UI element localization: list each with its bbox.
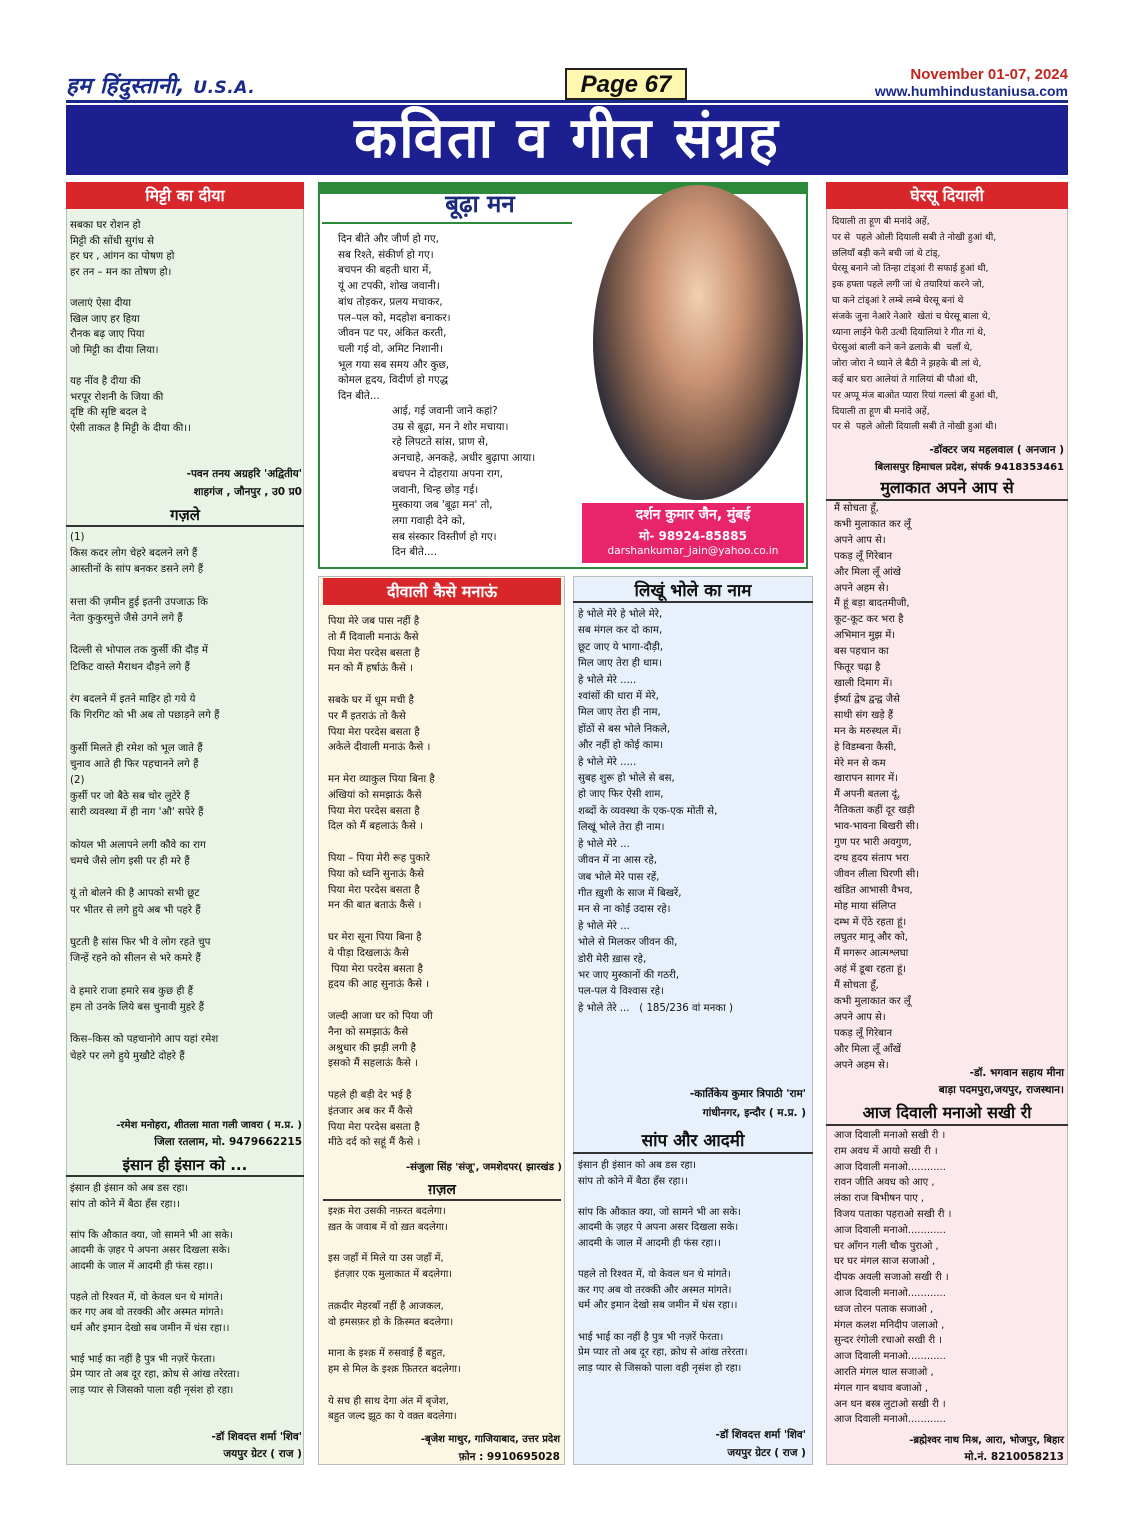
section-banner: कविता व गीत संग्रह <box>66 105 1068 175</box>
author-shivdatt-1: -डॉ शिवदत्त शर्मा 'शिव' <box>211 1431 302 1443</box>
poem-title-ghersu: घेरसू दियाली <box>826 182 1068 209</box>
author-darshan-name: दर्शन कुमार जैन, मुंबई <box>635 507 751 523</box>
author-pawan-place: शाहगंज , जौनपुर , उ0 प्र0 <box>193 486 302 498</box>
poem-ghersu: दियाली ता हूण बी मनांदे अहें, पर से पहले ओली दियाली सबी ते नोखी हुआं थी, छलियाँ बड़ी कने बची जां थे टांड्, घेरसू बनाने जो तिन्हा टांड्आं री सफाई हुआं थी, इक हफ्ता पहले लगी जां थे तयारियां करने जो, घा कने टांड्आं रे लम्बे लम्बे घेरसू बनां थे संजके जुना नेआरे नेआरे खेतां च घेरसू बाला थे, ध्याना लाईने फेरी उत्थी दियालियां रे गीत गां थे, घेरसुआं बाली कने कने ढलाके बी चलाँ थे, जोरा जोरा ने ध्याने ले बैठी ने झ़हके बी लां थे, कई बार घरा आलेयां ते गालियां बी पौआं थी, पर अप्पू मंज बाओत प्यारा रियां गल्लां बी हुआं थी, दियाली ता हूण बी मनांदे अहें, पर से पहले ओली दियाली सबी ते नोखी हुआं थी। <box>832 216 999 433</box>
issue-date: November 01-07, 2024 <box>910 66 1068 83</box>
poem-title-gazle: गज़ले <box>66 505 304 527</box>
poem-saanp: इंसान ही इंसान को अब डस रहा। सांप तो कोने में बैठा हँस रहा।। सांप कि औकात क्या, जो सामने भी आ सके। आदमी के ज़हर पे अपना असर दिखला सके। आदमी के जाल में आदमी ही फंस रहा।। पहले तो रिश्वत में, वो केवल धन थे मांगते। कर गए अब वो तरक्की और अस्मत मांगते। धर्म और इमान देखो सब जमीन में धंस रहा।। भाई भाई का नहीं है पुत्र भी नज़रें फेरता। प्रेम प्यार तो अब दूर रहा, क्रोध से आंख तरेरता। लाड़ प्यार से जिसको पाला वही नृसंश हो रहा। <box>578 1160 748 1374</box>
poem-mitti-ka-diya: सबका घर रोशन हो मिट्टी की सोंधी सुगंध से हर घर , आंगन का पोषण हो हर तन – मन का तोषण हो। जलाएं ऐसा दीया खिल जाए हर हिया रौनक बढ़ जाए पिया जो मिट्टी का दीया लिया। यह नींव है दीया की भरपूर रोशनी के जिया की दृष्टि की सृष्टि बदल दे ऐसी ताकत है मिट्टी के दीया की।। <box>70 220 192 434</box>
page-number: Page 67 <box>565 68 687 100</box>
poem-title-gazal: ग़ज़ल <box>323 1181 561 1201</box>
author-shivdatt-2: -डॉ शिवदत्त शर्मा 'शिव' <box>715 1429 806 1441</box>
author-brijesh-phone: फ़ोन : 9910695028 <box>458 1451 560 1463</box>
author-jai-place: बिलासपुर हिमाचल प्रदेश, संपर्क 9418353461 <box>874 462 1064 473</box>
poem-diwali-kaise: पिया मेरे जब पास नहीं है तो मैं दिवाली मनाऊं कैसे पिया मेरा परदेस बसता है मन को मैं हर्षाऊं कैसे । सबके घर में धूम मची है पर मैं इतराऊं तो कैसे पिया मेरा परदेस बसता है अकेले दीवाली मनाऊं कैसे । मन मेरा व्याकुल पिया बिना है अंखियां को समझाऊं कैसे पिया मेरा परदेस बसता है दिल को मैं बहलाऊं कैसे । पिया – पिया मेरी रूह पुकारे पिया को ध्वनि सुनाऊं कैसे पिया मेरा परदेस बसता है मन की बात बताऊं कैसे । घर मेरा सूना पिया बिना है ये पीड़ा दिखलाऊं कैसे पिया मेरा परदेस बसता है हृदय की आह सुनाऊं कैसे । जल्दी आजा घर को पिया जी नैना को समझाऊं कैसे अश्रुधार की झड़ी लगी है इसको मैं सहलाऊं कैसे । पहले ही बड़ी देर भई है इंतजार अब कर मैं कैसे पिया मेरा परदेस बसता है मीठे दर्द को सहूं मैं कैसे । <box>328 616 435 1149</box>
website-link[interactable]: www.humhindustaniusa.com <box>874 83 1068 99</box>
feature-title-rule <box>322 222 572 224</box>
poem-mulakat: मैं सोचता हूँ, कभी मुलाकात कर लूँ अपने आप से। पकड़ लूँ गिरेबान और मिला लूँ आंखे अपने अहम से। मैं हूं बड़ा बादतमीजी, कूट-कूट कर भरा है अभिमान मुझ में। बस पहचान का फितूर चढ़ा है खाली दिमाग में। ईर्ष्या द्वेष द्वन्द्व जैसे साथी संग खड़े हैं मन के मरुस्थल में। हे विडम्बना कैसी, मेरे मन से कम खारापन सागर में। मैं अपनी बतला दूं, नैतिकता कहीं दूर खड़ी भाव-भावना बिखरी सी। गुण पर भारी अवगुण, दग्ध हृदय संताप भरा जीवन लीला घिरणी सी। खंडित आभासी वैभव, मोह माया संलिप्त दम्भ में ऐंठे रहता हूं। लघुतर मानू और को, मैं मगरूर आत्मश्लघा अहं में डूबा रहता हूं। मैं सोचता हूँ, कभी मुलाकात कर लूँ अपने आप से। पकड़ लूँ गिरेबान और मिला लूँ आँखें अपने अहम से। <box>834 503 919 1071</box>
poem-title-insan: इंसान ही इंसान को ... <box>66 1155 304 1177</box>
poem-insan: इंसान ही इंसान को अब डस रहा। सांप तो कोने में बैठा हँस रहा।। सांप कि औकात क्या, जो सामने भी आ सके। आदमी के ज़हर पे अपना असर दिखला सके। आदमी के जाल में आदमी ही फंस रहा।। पहले तो रिश्वत में, वो केवल धन थे मांगते। कर गए अब वो तरक्की और अस्मत मांगते। धर्म और इमान देखो सब जमीन में धंस रहा।। भाई भाई का नहीं है पुत्र भी नज़रें फेरता। प्रेम प्यार तो अब दूर रहा, क्रोध से आंख तरेरता। लाड़ प्यार से जिसको पाला वही नृसंश हो रहा। <box>70 1183 240 1396</box>
poem-title-mitti-ka-diya: मिट्टी का दीया <box>66 182 304 209</box>
masthead <box>66 70 255 100</box>
author-bhagwan-place: बाड़ा पदमपुरा,जयपुर, राजस्थान। <box>938 1084 1064 1096</box>
author-kartikey: -कार्तिकेय कुमार त्रिपाठी 'राम' <box>689 1088 806 1100</box>
poem-title-saanp: सांप और आदमी <box>573 1130 813 1154</box>
header-rule <box>66 100 1068 103</box>
author-jai: -डॉक्टर जय महलवाल ( अनजान ) <box>929 444 1064 456</box>
author-sanjula: -संजुला सिंह 'संजू', जमशेदपर( झारखंड ) <box>405 1162 562 1173</box>
author-brahmeshwar-phone: मो.नं. 8210058213 <box>964 1451 1064 1463</box>
poem-title-budha-man: बूढ़ा मन <box>445 190 515 218</box>
poem-budha-man-part1: दिन बीते और जीर्ण हो गए, सब रिश्ते, संकीर्ण हो गए। बचपन की बहती धारा में, यूं आ टपकी, शोख जवानी। बांध तोड़कर, प्रलय मचाकर, पल–पल को, मदहोश बनाकर। जीवन पट पर, अंकित करती, चली गई वो, अमिट निशानी। भूल गया सब समय और कुछ, कोमल हृदय, विदीर्ण हो गएद्ध दिन बीते... <box>338 233 451 403</box>
masthead-usa: U.S.A. <box>193 78 256 98</box>
author-bhagwan: -डॉ. भगवान सहाय मीना <box>969 1067 1064 1079</box>
poem-gazle: (1) किस कदर लोग चेहरे बदलने लगे हैं आस्तीनों के सांप बनकर डसने लगे हैं सत्ता की ज़मीन हुई इतनी उपजाऊ कि नेता कुकुरमुत्ते जैसे उगने लगे हैं दिल्ली से भोपाल तक कुर्सी की दौड़ में टिकिट वास्ते मैराथन दौड़ने लगे हैं रंग बदलने में इतने माहिर हो गये ये कि गिरगिट को भी अब तो पछाड़ने लगे हैं कुर्सी मिलते ही रमेश को भूल जाते हैं चुनाव आते ही फिर पहचानने लगे हैं (2) कुर्सी पर जो बैठे सब चोर लुटेरे हैं सारी व्यवस्था में ही नाग 'औ' सपेरे हैं कोयल भी अलापने लगी कौवे का राग चमचे जैसे लोग इसी पर ही मरे हैं यूं तो बोलने की है आपको सभी छूट पर भीतर से लगे हुये अब भी पहरे हैं घुटती है सांस फिर भी वे लोग रहते चुप जिन्हें रहने को सीलन से भरे कमरे हैं वे हमारे राजा हमारे सब कुछ ही हैं हम तो उनके लिये बस चुनावी मुहरे हैं किस–किस को पहचानोगे आप यहां रमेश चेहरे पर लगे हुये मुखौटे दोहरे हैं <box>70 532 220 1062</box>
author-kartikey-place: गांधीनगर, इन्दौर ( म.प्र. ) <box>702 1107 806 1119</box>
poem-budha-man-part2: आई, गई जवानी जाने कहां? उम्र से बूढ़ा, मन ने शोर मचाया। रहे लिपटते सांस, प्राण से, अनचाहे, अनकहे, अधीर बुढ़ापा आया। बचपन ने दोहराया अपना राग, जवानी, चिन्ह छोड़ गई। मुस्काया जब 'बूढ़ा मन' तो, लगा गवाही देने को, सब संस्कार विस्तीर्ण हो गए। दिन बीते.... <box>392 405 536 559</box>
masthead-title: हम हिंदुस्तानी, <box>66 74 186 99</box>
author-pawan: -पवन तनय अग्रहरि 'अद्वितीय' <box>186 468 302 480</box>
author-brahmeshwar: -ब्रह्मेश्वर नाथ मिश्र, आरा, भोजपुर, बिहार <box>909 1435 1064 1446</box>
author-photo <box>593 185 803 500</box>
poem-likhun-bhole: हे भोले मेरे हे भोले मेरे, सब मंगल कर दो काम, छूट जाए ये भागा-दौड़ी, मिल जाए तेरा ही धाम। हे भोले मेरे ..... श्वांसों की धारा में मेरे, मिल जाए तेरा ही नाम, होंठों से बस भोले निकले, और नहीं हो कोई काम। हे भोले मेरे ..... सुबह शुरू हो भोले से बस, हो जाए फिर ऐसी शाम, शब्दों के व्यवस्था के एक-एक मोती से, लिखूं भोले तेरा ही नाम। हे भोले मेरे ... जीवन में ना आस रहे, जब भोले मेरे पास रहें, गीत ख़ुशी के साज में बिखरें, मन से ना कोई उदास रहे। हे भोले मेरे ... भोले से मिलकर जीवन की, डोरी मेरी ख़ास रहे, भर जाए मुस्कानों की गठरी, पल-पल ये विश्वास रहे। हे भोले तेरे ... ( 185/236 वां मनका ) <box>578 609 733 1014</box>
poem-aaj-diwali: आज दिवाली मनाओ सखी री । राम अवध में आयो सखी री । आज दिवाली मनाओ............ रावन जीति अवध को आए , लंका राज बिभीषन पाए , विजय पताका पहराओ सखी री । आज दिवाली मनाओ............ घर आँगन गली चौक पुराओ , घर घर मंगल साज सजाओ , दीपक अवली सजाओ सखी री । आज दिवाली मनाओ............ ध्वज तोरन पताक सजाओ , मंगल कलश मनिदीप जलाओ , सुन्दर रंगोली रचाओ सखी री । आज दिवाली मनाओ............ आरति मंगल थाल सजाओ , मंगल गान बधाव बजाओ , अन धन बस्त्र लुटाओ सखी री । आज दिवाली मनाओ............ <box>834 1130 952 1426</box>
poem-title-likhun-bhole: लिखूं भोले का नाम <box>573 578 813 603</box>
author-ramesh-contact: जिला रतलाम, मो. 9479662215 <box>154 1136 302 1148</box>
author-shivdatt-1-place: जयपुर ग्रेटर ( राज ) <box>223 1448 302 1460</box>
poem-gazal: इश्क़ मेरा उसकी नफ़रत बदलेगा। ख़त के जवाब में वो ख़त बदलेगा। इस जहाँ में मिले या उस जहाँ में, इंतज़ार एक मुलाकात में बदलेगा। तक़दीर मेहरबाँ नहीं है आजकल, वो हमसफ़र हो के क़िस्मत बदलेगा। माना के इश्क़ में रुसवाई हैं बहुत, हम से मिल के इश्क़ फ़ितरत बदलेगा। ये सच ही साथ देगा अंत में बृजेश, बहुत जल्द झूठ का ये वक़्त बदलेगा। <box>328 1206 461 1423</box>
poem-title-aaj-diwali: आज दिवाली मनाओ सखी री <box>826 1102 1068 1126</box>
author-shivdatt-2-place: जयपुर ग्रेटर ( राज ) <box>727 1447 806 1459</box>
author-brijesh: -बृजेश माथुर, गाजियाबाद, उत्तर प्रदेश <box>420 1434 560 1445</box>
poem-title-mulakat: मुलाकात अपने आप से <box>826 477 1068 501</box>
author-darshan-email[interactable]: darshankumar_jain@yahoo.co.in <box>607 545 779 557</box>
poem-title-diwali-kaise: दीवाली कैसे मनाऊं <box>323 578 561 605</box>
author-ramesh: -रमेश मनोहरा, शीतला माता गली जावरा ( म.प्र. ) <box>116 1120 302 1131</box>
author-darshan-phone: मो- 98924-85885 <box>639 529 747 543</box>
